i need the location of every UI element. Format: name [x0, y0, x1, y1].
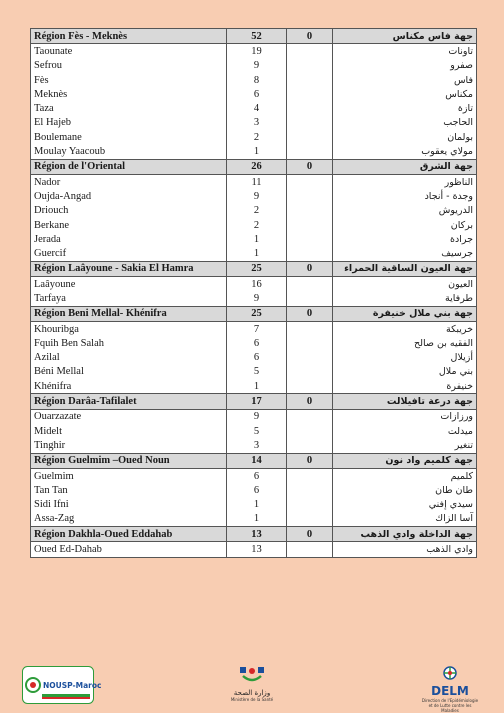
province-row	[31, 130, 477, 144]
region-zero: 0	[287, 29, 333, 44]
province-count: 19	[227, 44, 287, 59]
region-name-ar: جهة درعة تافيلالت	[333, 394, 477, 409]
province-name-fr: Guelmim	[31, 468, 227, 483]
province-empty-cell	[287, 130, 333, 144]
region-header-row	[31, 306, 477, 321]
province-row	[31, 512, 477, 527]
province-empty-cell	[287, 291, 333, 306]
province-count: 4	[227, 101, 287, 115]
province-count: 5	[227, 424, 287, 438]
province-name-fr: Tinghir	[31, 438, 227, 453]
region-total: 52	[227, 29, 287, 44]
table-body	[31, 29, 477, 558]
province-name-ar: سيدي إفني	[333, 498, 477, 512]
region-total: 25	[227, 261, 287, 276]
province-name-ar: آسا الزاك	[333, 512, 477, 527]
province-name-fr: Béni Mellal	[31, 365, 227, 379]
region-total: 13	[227, 527, 287, 542]
delm-logo-text: DELM	[431, 684, 469, 698]
nousp-maroc-logo	[22, 666, 102, 704]
ministry-french-name: Ministère de la Santé	[230, 697, 274, 702]
region-zero: 0	[287, 159, 333, 174]
province-name-fr: Taounate	[31, 44, 227, 59]
province-empty-cell	[287, 277, 333, 292]
province-count: 3	[227, 116, 287, 130]
province-empty-cell	[287, 218, 333, 232]
province-row	[31, 498, 477, 512]
province-empty-cell	[287, 351, 333, 365]
province-name-ar: وجدة - أنجاد	[333, 189, 477, 203]
province-empty-cell	[287, 468, 333, 483]
province-name-ar: الفقيه بن صالح	[333, 336, 477, 350]
province-name-ar: وادي الذهب	[333, 542, 477, 557]
province-name-fr: Tarfaya	[31, 291, 227, 306]
province-row	[31, 73, 477, 87]
region-header-row	[31, 453, 477, 468]
region-total: 25	[227, 306, 287, 321]
province-name-ar: طرفاية	[333, 291, 477, 306]
province-name-fr: Guercif	[31, 246, 227, 261]
ministry-of-health-logo	[222, 666, 282, 706]
province-name-ar: الدريوش	[333, 204, 477, 218]
region-name-fr: Région Laâyoune - Sakia El Hamra	[31, 261, 227, 276]
province-empty-cell	[287, 189, 333, 203]
province-count: 3	[227, 438, 287, 453]
province-row	[31, 174, 477, 189]
region-header-row	[31, 394, 477, 409]
ministry-emblem-icon	[239, 666, 265, 684]
province-row	[31, 468, 477, 483]
province-count: 5	[227, 365, 287, 379]
region-zero: 0	[287, 527, 333, 542]
province-count: 2	[227, 130, 287, 144]
province-count: 9	[227, 189, 287, 203]
region-name-ar: جهة العيون الساقية الحمراء	[333, 261, 477, 276]
nousp-logo-icon	[22, 666, 102, 704]
province-empty-cell	[287, 336, 333, 350]
province-name-ar: فاس	[333, 73, 477, 87]
region-total: 14	[227, 453, 287, 468]
province-count: 2	[227, 218, 287, 232]
province-name-fr: Nador	[31, 174, 227, 189]
province-name-ar: بركان	[333, 218, 477, 232]
province-count: 6	[227, 336, 287, 350]
region-zero: 0	[287, 261, 333, 276]
province-name-ar: كلميم	[333, 468, 477, 483]
region-total: 26	[227, 159, 287, 174]
province-empty-cell	[287, 73, 333, 87]
province-count: 16	[227, 277, 287, 292]
province-name-ar: خنيفرة	[333, 379, 477, 394]
delm-logo	[420, 666, 480, 713]
province-name-fr: El Hajeb	[31, 116, 227, 130]
province-empty-cell	[287, 44, 333, 59]
province-row	[31, 438, 477, 453]
province-name-fr: Berkane	[31, 218, 227, 232]
province-count: 9	[227, 59, 287, 73]
province-name-fr: Ouarzazate	[31, 409, 227, 424]
delm-emblem-icon	[439, 666, 461, 680]
province-count: 7	[227, 321, 287, 336]
province-name-fr: Boulemane	[31, 130, 227, 144]
cases-by-region-table	[30, 28, 477, 558]
province-name-fr: Midelt	[31, 424, 227, 438]
province-name-fr: Laâyoune	[31, 277, 227, 292]
region-name-fr: Région Guelmim –Oued Noun	[31, 453, 227, 468]
region-name-ar: جهة كلميم واد نون	[333, 453, 477, 468]
province-name-ar: جرادة	[333, 232, 477, 246]
province-name-fr: Fès	[31, 73, 227, 87]
province-row	[31, 424, 477, 438]
province-row	[31, 189, 477, 203]
province-empty-cell	[287, 101, 333, 115]
province-count: 1	[227, 246, 287, 261]
province-empty-cell	[287, 424, 333, 438]
province-empty-cell	[287, 174, 333, 189]
province-name-ar: العيون	[333, 277, 477, 292]
province-name-ar: مولاي يعقوب	[333, 144, 477, 159]
province-count: 6	[227, 468, 287, 483]
province-empty-cell	[287, 483, 333, 497]
province-name-ar: ميدلت	[333, 424, 477, 438]
province-count: 6	[227, 483, 287, 497]
province-row	[31, 336, 477, 350]
province-empty-cell	[287, 438, 333, 453]
province-name-ar: جرسيف	[333, 246, 477, 261]
ministry-arabic-name: وزارة الصحة	[233, 689, 271, 697]
province-count: 6	[227, 87, 287, 101]
region-name-fr: Région Beni Mellal- Khénifra	[31, 306, 227, 321]
nousp-logo-text: NOUSP-Maroc	[43, 681, 102, 690]
province-row	[31, 246, 477, 261]
province-empty-cell	[287, 87, 333, 101]
province-name-fr: Khouribga	[31, 321, 227, 336]
province-name-fr: Tan Tan	[31, 483, 227, 497]
region-zero: 0	[287, 394, 333, 409]
province-row	[31, 44, 477, 59]
region-name-fr: Région Dakhla-Oued Eddahab	[31, 527, 227, 542]
province-row	[31, 277, 477, 292]
province-name-ar: أزيلال	[333, 351, 477, 365]
delm-subtitle: Direction de l'Epidémiologie et de Lutte contre les Maladies	[421, 698, 479, 713]
province-count: 11	[227, 174, 287, 189]
province-empty-cell	[287, 246, 333, 261]
province-name-ar: ورزازات	[333, 409, 477, 424]
province-name-ar: بني ملال	[333, 365, 477, 379]
province-name-fr: Azilal	[31, 351, 227, 365]
region-name-fr: Région Fès - Meknès	[31, 29, 227, 44]
province-count: 1	[227, 144, 287, 159]
region-name-ar: جهة فاس مكناس	[333, 29, 477, 44]
region-name-fr: Région Darâa-Tafilalet	[31, 394, 227, 409]
region-header-row	[31, 261, 477, 276]
province-count: 1	[227, 379, 287, 394]
province-row	[31, 365, 477, 379]
province-empty-cell	[287, 204, 333, 218]
province-name-fr: Sidi Ifni	[31, 498, 227, 512]
region-name-ar: جهة الداخلة وادي الذهب	[333, 527, 477, 542]
region-total: 17	[227, 394, 287, 409]
province-name-ar: صفرو	[333, 59, 477, 73]
province-empty-cell	[287, 512, 333, 527]
province-name-fr: Oujda-Angad	[31, 189, 227, 203]
region-name-ar: جهة الشرق	[333, 159, 477, 174]
region-name-ar: جهة بني ملال خنيفرة	[333, 306, 477, 321]
region-header-row	[31, 29, 477, 44]
province-name-ar: تاونات	[333, 44, 477, 59]
province-row	[31, 101, 477, 115]
province-empty-cell	[287, 321, 333, 336]
province-name-ar: طان طان	[333, 483, 477, 497]
province-count: 6	[227, 351, 287, 365]
province-row	[31, 291, 477, 306]
province-row	[31, 379, 477, 394]
region-name-fr: Région de l'Oriental	[31, 159, 227, 174]
province-empty-cell	[287, 365, 333, 379]
province-empty-cell	[287, 379, 333, 394]
province-row	[31, 59, 477, 73]
province-count: 9	[227, 409, 287, 424]
province-row	[31, 232, 477, 246]
province-count: 1	[227, 498, 287, 512]
province-count: 2	[227, 204, 287, 218]
province-row	[31, 218, 477, 232]
province-empty-cell	[287, 232, 333, 246]
province-empty-cell	[287, 59, 333, 73]
province-empty-cell	[287, 144, 333, 159]
province-name-fr: Fquih Ben Salah	[31, 336, 227, 350]
province-count: 13	[227, 542, 287, 557]
province-name-ar: تازة	[333, 101, 477, 115]
province-row	[31, 87, 477, 101]
province-name-fr: Driouch	[31, 204, 227, 218]
region-header-row	[31, 159, 477, 174]
province-name-fr: Taza	[31, 101, 227, 115]
region-zero: 0	[287, 306, 333, 321]
province-row	[31, 204, 477, 218]
province-count: 1	[227, 512, 287, 527]
province-count: 8	[227, 73, 287, 87]
province-name-fr: Oued Ed-Dahab	[31, 542, 227, 557]
province-name-fr: Assa-Zag	[31, 512, 227, 527]
province-row	[31, 483, 477, 497]
region-zero: 0	[287, 453, 333, 468]
province-row	[31, 351, 477, 365]
province-row	[31, 116, 477, 130]
province-name-fr: Meknès	[31, 87, 227, 101]
province-name-fr: Moulay Yaacoub	[31, 144, 227, 159]
province-empty-cell	[287, 498, 333, 512]
province-empty-cell	[287, 542, 333, 557]
province-row	[31, 144, 477, 159]
province-empty-cell	[287, 409, 333, 424]
province-row	[31, 321, 477, 336]
province-count: 9	[227, 291, 287, 306]
province-name-ar: تنغير	[333, 438, 477, 453]
province-name-fr: Jerada	[31, 232, 227, 246]
province-name-ar: خريبكة	[333, 321, 477, 336]
province-name-fr: Khénifra	[31, 379, 227, 394]
province-name-ar: مكناس	[333, 87, 477, 101]
province-empty-cell	[287, 116, 333, 130]
province-name-ar: الحاجب	[333, 116, 477, 130]
province-row	[31, 542, 477, 557]
province-name-fr: Sefrou	[31, 59, 227, 73]
province-count: 1	[227, 232, 287, 246]
province-name-ar: الناظور	[333, 174, 477, 189]
region-header-row	[31, 527, 477, 542]
province-row	[31, 409, 477, 424]
province-name-ar: بولمان	[333, 130, 477, 144]
